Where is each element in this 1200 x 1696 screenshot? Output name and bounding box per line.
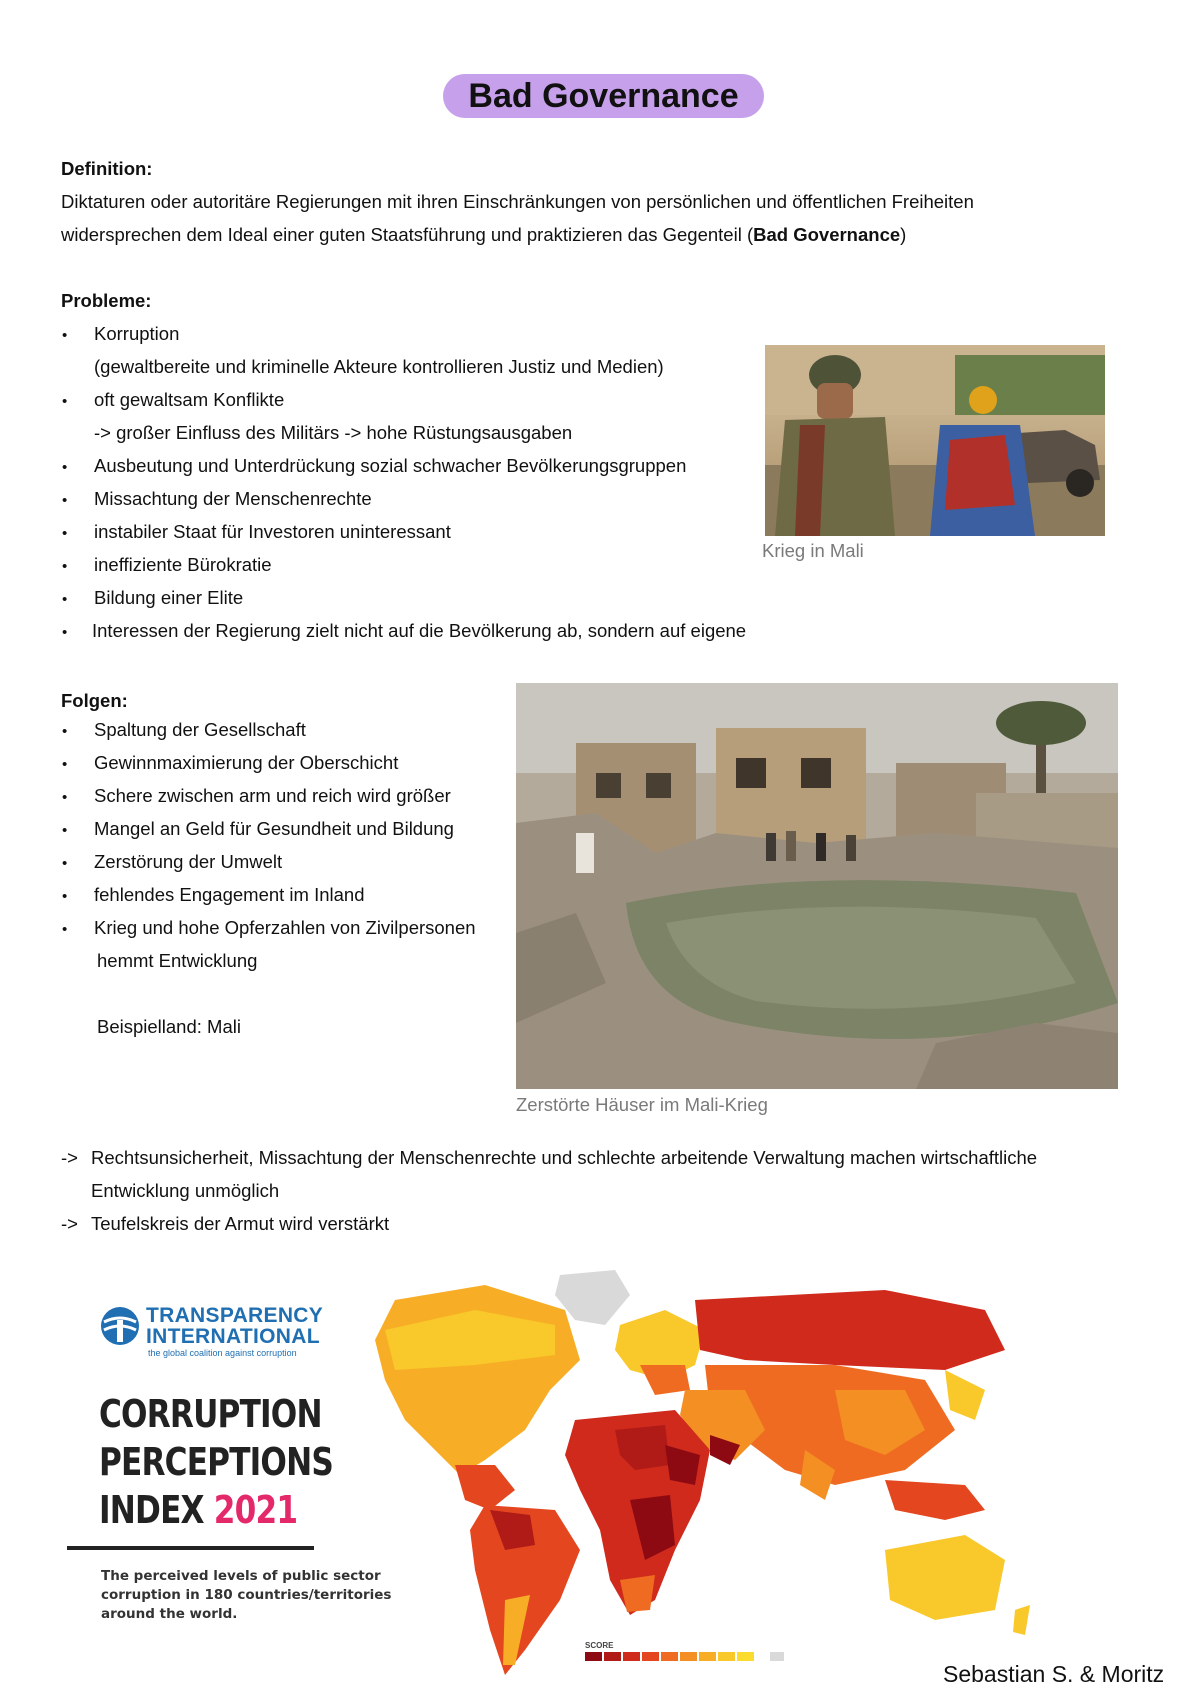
problems-item: (gewaltbereite und kriminelle Akteure kontrollieren Justiz und Medien) xyxy=(94,356,664,377)
legend-swatch xyxy=(718,1652,735,1661)
transparency-tagline: the global coalition against corruption xyxy=(148,1348,297,1358)
destroyed-houses-photo xyxy=(516,683,1118,1089)
conclusion-line-3: Teufelskreis der Armut wird verstärkt xyxy=(91,1213,390,1234)
problems-item: -> großer Einfluss des Militärs -> hohe Rüstungsausgaben xyxy=(94,422,573,443)
problems-item: instabiler Staat für Investoren uninteressant xyxy=(94,521,451,542)
bullet-icon: • xyxy=(62,492,68,509)
page-title: Bad Governance xyxy=(443,74,764,118)
bullet-icon: • xyxy=(62,756,68,773)
score-legend-title: SCORE xyxy=(585,1641,614,1650)
cpi-description-line-1: The perceived levels of public sector xyxy=(101,1568,381,1584)
consequences-item: hemmt Entwicklung xyxy=(97,950,258,971)
problems-heading: Probleme: xyxy=(61,290,152,311)
consequences-item: Gewinnmaximierung der Oberschicht xyxy=(94,752,399,773)
score-legend xyxy=(585,1652,784,1661)
problems-item: Interessen der Regierung zielt nicht auf die Bevölkerung ab, sondern auf eigene xyxy=(92,620,747,641)
consequences-item: Schere zwischen arm und reich wird größer xyxy=(94,785,451,806)
conclusion-arrow-2: -> xyxy=(61,1213,78,1234)
bullet-icon: • xyxy=(62,393,68,410)
legend-swatch xyxy=(699,1652,716,1661)
conclusion-line-2: Entwicklung unmöglich xyxy=(91,1180,280,1201)
destroyed-houses-caption: Zerstörte Häuser im Mali-Krieg xyxy=(516,1094,768,1115)
transparency-globe-icon xyxy=(100,1306,140,1346)
cpi-description-line-2: corruption in 180 countries/territories xyxy=(101,1587,392,1603)
conclusion-arrow-1: -> xyxy=(61,1147,78,1168)
cpi-divider xyxy=(67,1546,314,1550)
bullet-icon: • xyxy=(62,723,68,740)
problems-item: oft gewaltsam Konflikte xyxy=(94,389,285,410)
legend-swatch xyxy=(585,1652,602,1661)
consequences-item: Spaltung der Gesellschaft xyxy=(94,719,306,740)
legend-swatch xyxy=(642,1652,659,1661)
cpi-title-line-3: INDEX 2021 xyxy=(99,1488,298,1532)
cpi-title-line-2: PERCEPTIONS xyxy=(99,1440,333,1484)
bullet-icon: • xyxy=(62,525,68,542)
problems-item: Korruption xyxy=(94,323,180,344)
bullet-icon: • xyxy=(62,855,68,872)
bullet-icon: • xyxy=(62,921,68,938)
mali-war-caption: Krieg in Mali xyxy=(762,540,864,561)
problems-item: Missachtung der Menschenrechte xyxy=(94,488,372,509)
legend-swatch xyxy=(680,1652,697,1661)
consequences-item: Krieg und hohe Opferzahlen von Zivilpersonen xyxy=(94,917,476,938)
author-credit: Sebastian S. & Moritz xyxy=(943,1661,1165,1687)
conclusion-line-1: Rechtsunsicherheit, Missachtung der Menschenrechte und schlechte arbeitende Verwaltung machen wirtschaftliche xyxy=(91,1147,1038,1168)
bullet-icon: • xyxy=(62,888,68,905)
cpi-description-line-3: around the world. xyxy=(101,1606,238,1622)
problems-item: Ausbeutung und Unterdrückung sozial schwacher Bevölkerungsgruppen xyxy=(94,455,687,476)
bullet-icon: • xyxy=(62,459,68,476)
legend-swatch xyxy=(623,1652,640,1661)
consequences-item: fehlendes Engagement im Inland xyxy=(94,884,365,905)
legend-swatch xyxy=(737,1652,754,1661)
bullet-icon: • xyxy=(62,624,68,641)
legend-swatch xyxy=(661,1652,678,1661)
consequences-item: Zerstörung der Umwelt xyxy=(94,851,283,872)
consequences-item: Beispielland: Mali xyxy=(97,1016,241,1037)
problems-item: Bildung einer Elite xyxy=(94,587,244,608)
legend-swatch xyxy=(770,1652,784,1661)
legend-swatch xyxy=(604,1652,621,1661)
mali-war-photo xyxy=(765,345,1105,536)
definition-line-2: widersprechen dem Ideal einer guten Staatsführung und praktizieren das Gegenteil (Bad Governance) xyxy=(61,224,907,245)
consequences-item: Mangel an Geld für Gesundheit und Bildung xyxy=(94,818,454,839)
bullet-icon: • xyxy=(62,822,68,839)
transparency-org-line-2: INTERNATIONAL xyxy=(146,1325,320,1348)
bullet-icon: • xyxy=(62,591,68,608)
bullet-icon: • xyxy=(62,558,68,575)
cpi-title-line-1: CORRUPTION xyxy=(99,1392,322,1436)
bullet-icon: • xyxy=(62,327,68,344)
transparency-org-line-1: TRANSPARENCY xyxy=(146,1304,324,1327)
definition-line-1: Diktaturen oder autoritäre Regierungen mit ihren Einschränkungen von persönlichen und öffentlichen Freiheiten xyxy=(61,191,974,212)
consequences-heading: Folgen: xyxy=(61,690,128,711)
bullet-icon: • xyxy=(62,789,68,806)
problems-item: ineffiziente Bürokratie xyxy=(94,554,272,575)
definition-heading: Definition: xyxy=(61,158,153,179)
corruption-world-map xyxy=(365,1270,1045,1680)
